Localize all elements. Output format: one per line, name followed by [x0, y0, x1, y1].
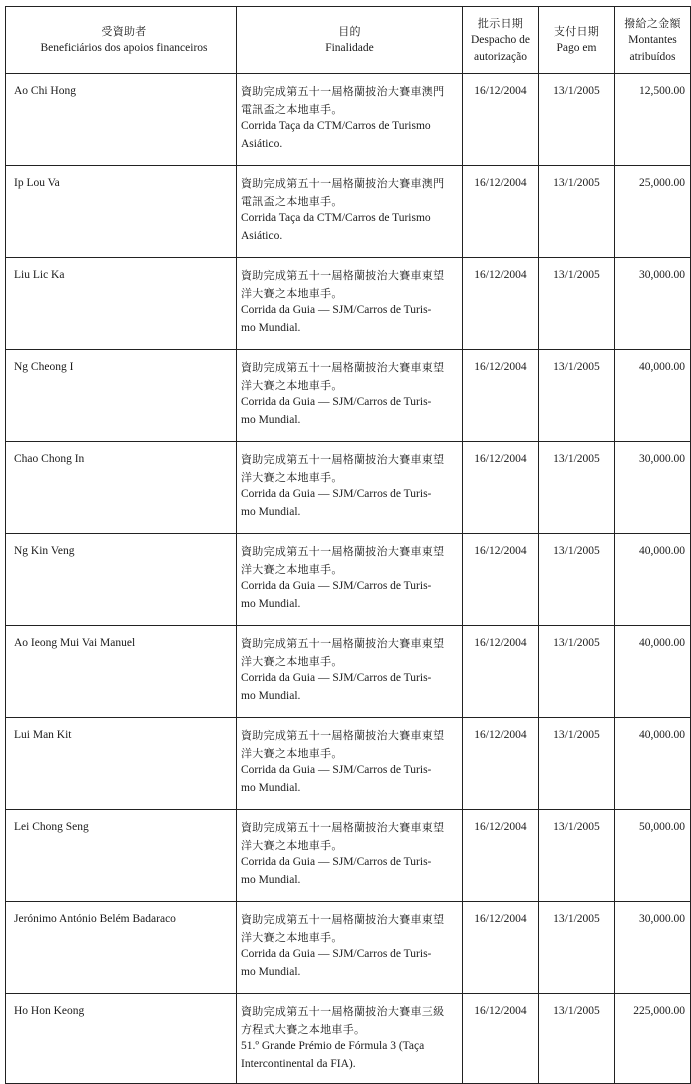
beneficiary-cell: Ng Cheong I	[6, 350, 237, 442]
pago-date-cell: 13/1/2005	[539, 74, 615, 166]
purpose-pt-line: mo Mundial.	[241, 505, 301, 518]
table-row	[6, 994, 691, 1084]
amount-cell: 40,000.00	[615, 534, 691, 626]
purpose-zh-line: 洋大賽之本地車手。	[241, 378, 343, 392]
purpose-pt-line: mo Mundial.	[241, 597, 301, 610]
purpose-pt-line: Intercontinental da FIA).	[241, 1057, 356, 1070]
amount-cell: 25,000.00	[615, 166, 691, 258]
beneficiary-cell: Ao Chi Hong	[6, 74, 237, 166]
purpose-zh-line: 資助完成第五十一屆格蘭披治大賽車澳門	[241, 85, 445, 98]
pago-date-cell: 13/1/2005	[539, 534, 615, 626]
purpose-zh-line: 資助完成第五十一屆格蘭披治大賽車東望	[241, 545, 445, 558]
purpose-zh-line: 資助完成第五十一屆格蘭披治大賽車東望	[241, 821, 445, 834]
despacho-date-cell: 16/12/2004	[463, 350, 539, 442]
header-despacho	[463, 7, 539, 74]
purpose-zh-line: 洋大賽之本地車手。	[241, 562, 343, 576]
beneficiary-cell: Ip Lou Va	[6, 166, 237, 258]
despacho-date-cell: 16/12/2004	[463, 74, 539, 166]
purpose-pt-line: Corrida da Guia — SJM/Carros de Turis-	[241, 764, 432, 776]
purpose-pt-line: mo Mundial.	[241, 873, 301, 886]
purpose-pt-line: Corrida da Guia — SJM/Carros de Turis-	[241, 672, 432, 684]
header-row	[6, 7, 691, 74]
header-beneficiary-zh: 受資助者	[101, 25, 147, 38]
purpose-cell	[237, 534, 463, 626]
purpose-zh-line: 資助完成第五十一屆格蘭披治大賽車東望	[241, 453, 445, 466]
purpose-pt-line: Corrida da Guia — SJM/Carros de Turis-	[241, 304, 432, 316]
purpose-zh-line: 洋大賽之本地車手。	[241, 470, 343, 484]
beneficiary-cell: Jerónimo António Belém Badaraco	[6, 902, 237, 994]
purpose-pt-line: Corrida da Guia — SJM/Carros de Turis-	[241, 856, 432, 868]
purpose-cell	[237, 810, 463, 902]
purpose-pt-line: 51.º Grande Prémio de Fórmula 3 (Taça	[241, 1040, 425, 1052]
pago-date-cell: 13/1/2005	[539, 718, 615, 810]
purpose-pt-line: Asiático.	[241, 137, 283, 150]
header-purpose-zh: 目的	[338, 25, 361, 38]
table-row	[6, 902, 691, 994]
beneficiary-cell: Ao Ieong Mui Vai Manuel	[6, 626, 237, 718]
grants-table	[5, 6, 691, 1084]
header-despacho-pt1: Despacho de	[470, 33, 531, 46]
table-row	[6, 74, 691, 166]
amount-cell: 30,000.00	[615, 442, 691, 534]
table-row	[6, 350, 691, 442]
purpose-zh-line: 資助完成第五十一屆格蘭披治大賽車東望	[241, 637, 445, 650]
despacho-date-cell: 16/12/2004	[463, 994, 539, 1084]
table-row	[6, 166, 691, 258]
purpose-pt-line: mo Mundial.	[241, 413, 301, 426]
purpose-zh-line: 電訊盃之本地車手。	[241, 194, 343, 208]
table-row	[6, 810, 691, 902]
amount-cell: 50,000.00	[615, 810, 691, 902]
header-beneficiary	[6, 7, 237, 74]
purpose-zh-line: 洋大賽之本地車手。	[241, 286, 343, 300]
header-amount-pt1: Montantes	[628, 33, 677, 46]
purpose-zh-line: 洋大賽之本地車手。	[241, 654, 343, 668]
purpose-zh-line: 資助完成第五十一屆格蘭披治大賽車東望	[241, 913, 445, 926]
purpose-zh-line: 資助完成第五十一屆格蘭披治大賽車澳門	[241, 177, 445, 190]
purpose-cell	[237, 718, 463, 810]
purpose-pt-line: mo Mundial.	[241, 781, 301, 794]
header-amount	[615, 7, 691, 74]
despacho-date-cell: 16/12/2004	[463, 718, 539, 810]
pago-date-cell: 13/1/2005	[539, 810, 615, 902]
header-despacho-pt2: autorização	[474, 50, 527, 63]
beneficiary-cell: Ng Kin Veng	[6, 534, 237, 626]
purpose-zh-line: 資助完成第五十一屆格蘭披治大賽車東望	[241, 269, 445, 282]
purpose-cell	[237, 350, 463, 442]
purpose-zh-line: 資助完成第五十一屆格蘭披治大賽車東望	[241, 729, 445, 742]
purpose-zh-line: 洋大賽之本地車手。	[241, 930, 343, 944]
beneficiary-cell: Lei Chong Seng	[6, 810, 237, 902]
purpose-cell	[237, 442, 463, 534]
purpose-zh-line: 洋大賽之本地車手。	[241, 838, 343, 852]
amount-cell: 12,500.00	[615, 74, 691, 166]
beneficiary-cell: Lui Man Kit	[6, 718, 237, 810]
table-row	[6, 626, 691, 718]
despacho-date-cell: 16/12/2004	[463, 534, 539, 626]
despacho-date-cell: 16/12/2004	[463, 626, 539, 718]
purpose-cell	[237, 994, 463, 1084]
purpose-cell	[237, 166, 463, 258]
beneficiary-cell: Ho Hon Keong	[6, 994, 237, 1084]
amount-cell: 30,000.00	[615, 902, 691, 994]
purpose-cell	[237, 902, 463, 994]
amount-cell: 30,000.00	[615, 258, 691, 350]
table-row	[6, 442, 691, 534]
header-purpose-pt: Finalidade	[325, 42, 374, 54]
header-amount-zh: 撥給之金額	[624, 16, 681, 30]
purpose-pt-line: mo Mundial.	[241, 689, 301, 702]
purpose-zh-line: 電訊盃之本地車手。	[241, 102, 343, 116]
header-amount-pt2: atribuídos	[629, 50, 676, 63]
pago-date-cell: 13/1/2005	[539, 994, 615, 1084]
purpose-pt-line: Corrida Taça da CTM/Carros de Turismo	[241, 212, 431, 224]
header-purpose	[237, 7, 463, 74]
purpose-pt-line: mo Mundial.	[241, 965, 301, 978]
beneficiary-cell: Liu Lic Ka	[6, 258, 237, 350]
table-row	[6, 718, 691, 810]
pago-date-cell: 13/1/2005	[539, 902, 615, 994]
purpose-zh-line: 洋大賽之本地車手。	[241, 746, 343, 760]
header-pago-zh: 支付日期	[553, 25, 600, 38]
beneficiary-cell: Chao Chong In	[6, 442, 237, 534]
purpose-pt-line: Corrida da Guia — SJM/Carros de Turis-	[241, 580, 432, 592]
amount-cell: 225,000.00	[615, 994, 691, 1084]
table-row	[6, 258, 691, 350]
purpose-zh-line: 方程式大賽之本地車手。	[241, 1022, 366, 1036]
table-row	[6, 534, 691, 626]
amount-cell: 40,000.00	[615, 626, 691, 718]
amount-cell: 40,000.00	[615, 350, 691, 442]
header-pago	[539, 7, 615, 74]
pago-date-cell: 13/1/2005	[539, 442, 615, 534]
table-body	[6, 74, 691, 1084]
purpose-zh-line: 資助完成第五十一屆格蘭披治大賽車東望	[241, 361, 445, 374]
purpose-cell	[237, 74, 463, 166]
header-despacho-zh: 批示日期	[477, 16, 524, 30]
purpose-pt-line: Corrida da Guia — SJM/Carros de Turis-	[241, 396, 432, 408]
despacho-date-cell: 16/12/2004	[463, 258, 539, 350]
header-beneficiary-pt: Beneficiários dos apoios financeiros	[40, 42, 208, 54]
purpose-pt-line: Asiático.	[241, 229, 283, 242]
purpose-zh-line: 資助完成第五十一屆格蘭披治大賽車三級	[241, 1005, 445, 1018]
header-pago-pt: Pago em	[556, 42, 597, 54]
amount-cell: 40,000.00	[615, 718, 691, 810]
despacho-date-cell: 16/12/2004	[463, 810, 539, 902]
purpose-pt-line: Corrida Taça da CTM/Carros de Turismo	[241, 120, 431, 132]
pago-date-cell: 13/1/2005	[539, 166, 615, 258]
pago-date-cell: 13/1/2005	[539, 350, 615, 442]
pago-date-cell: 13/1/2005	[539, 258, 615, 350]
purpose-cell	[237, 626, 463, 718]
pago-date-cell: 13/1/2005	[539, 626, 615, 718]
purpose-pt-line: mo Mundial.	[241, 321, 301, 334]
despacho-date-cell: 16/12/2004	[463, 902, 539, 994]
purpose-cell	[237, 258, 463, 350]
purpose-pt-line: Corrida da Guia — SJM/Carros de Turis-	[241, 488, 432, 500]
despacho-date-cell: 16/12/2004	[463, 442, 539, 534]
purpose-pt-line: Corrida da Guia — SJM/Carros de Turis-	[241, 948, 432, 960]
despacho-date-cell: 16/12/2004	[463, 166, 539, 258]
